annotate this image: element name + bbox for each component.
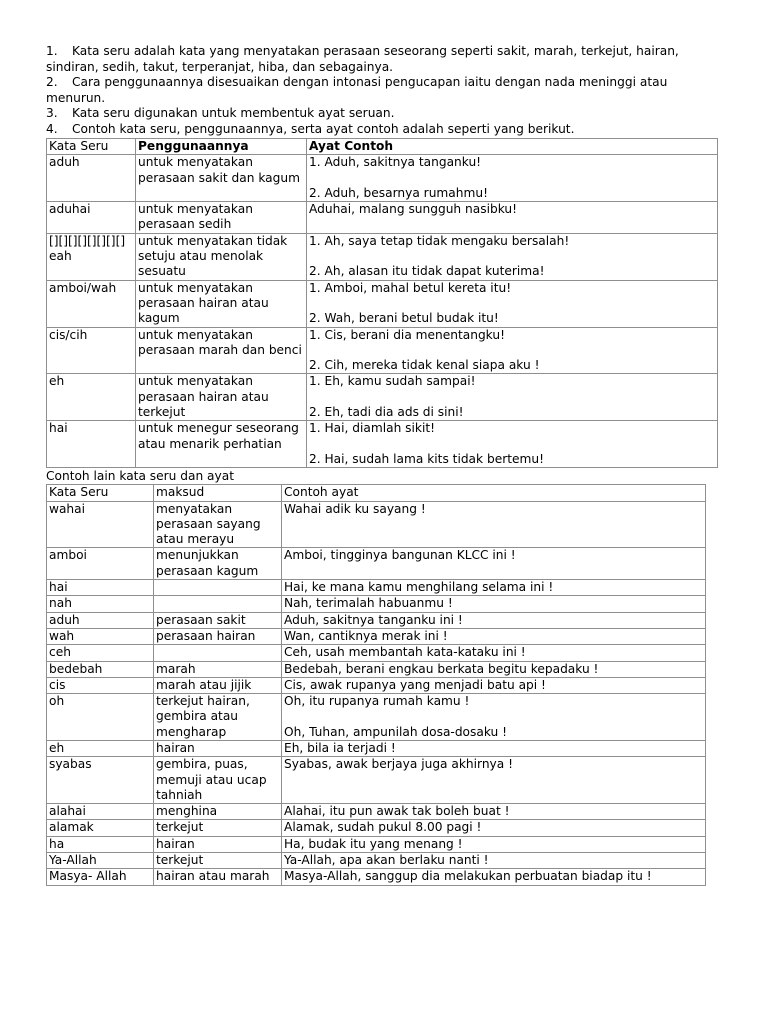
intro-list bbox=[46, 44, 718, 137]
table-row bbox=[47, 740, 706, 756]
example-sentence: Wan, cantiknya merak ini ! bbox=[284, 628, 448, 643]
spacer bbox=[309, 249, 715, 264]
example-sentence: 2. Ah, alasan itu tidak dapat kuterima! bbox=[309, 264, 545, 279]
example-cell bbox=[307, 155, 718, 202]
meaning-cell: hairan bbox=[154, 836, 282, 852]
intro-text: Kata seru adalah kata yang menyatakan perasaan seseorang seperti sakit, marah, terkejut, hairan, sindiran, sedih, takut, terperanjat, hiba, dan sebagainya. bbox=[46, 44, 679, 74]
example-cell bbox=[282, 596, 706, 612]
intro-text: Contoh kata seru, penggunaannya, serta ayat contoh adalah seperti yang berikut. bbox=[72, 121, 575, 136]
intro-number: 1. bbox=[46, 44, 58, 58]
interjection-cell: aduh bbox=[47, 155, 136, 202]
interjection-cell: eh bbox=[47, 740, 154, 756]
more-examples-table bbox=[46, 484, 706, 885]
column-header-contoh-ayat: Contoh ayat bbox=[282, 485, 706, 501]
example-sentence: 2. Hai, sudah lama kits tidak bertemu! bbox=[309, 451, 544, 466]
example-sentence: Bedebah, berani engkau berkata begitu kepadaku ! bbox=[284, 661, 599, 676]
meaning-cell bbox=[154, 645, 282, 661]
interjection-cell: aduhai bbox=[47, 202, 136, 234]
table-row bbox=[47, 155, 718, 202]
usage-cell: untuk menegur seseorang atau menarik perhatian bbox=[136, 421, 307, 468]
spacer bbox=[309, 171, 715, 186]
example-cell bbox=[282, 612, 706, 628]
table-row bbox=[47, 661, 706, 677]
usage-cell: untuk menyatakan perasaan hairan atau kagum bbox=[136, 280, 307, 327]
intro-item bbox=[46, 106, 718, 122]
column-header-penggunaannya: Penggunaannya bbox=[136, 139, 307, 155]
interjection-cell: wah bbox=[47, 628, 154, 644]
example-cell bbox=[307, 280, 718, 327]
intro-text: Cara penggunaannya disesuaikan dengan intonasi pengucapan iaitu dengan nada meninggi atau menurun. bbox=[46, 75, 668, 105]
interjection-cell: alamak bbox=[47, 820, 154, 836]
meaning-cell: marah bbox=[154, 661, 282, 677]
table-header-row bbox=[47, 485, 706, 501]
table-row bbox=[47, 836, 706, 852]
interjection-cell: oh bbox=[47, 694, 154, 741]
example-cell bbox=[307, 374, 718, 421]
interjection-cell: Masya- Allah bbox=[47, 869, 154, 885]
table-row bbox=[47, 694, 706, 741]
example-sentence: Eh, bila ia terjadi ! bbox=[284, 740, 396, 755]
table-row bbox=[47, 596, 706, 612]
column-header-maksud: maksud bbox=[154, 485, 282, 501]
interjection-cell: [][][][][][][][] eah bbox=[47, 233, 136, 280]
table-row bbox=[47, 628, 706, 644]
example-sentence: 2. Cih, mereka tidak kenal siapa aku ! bbox=[309, 358, 540, 373]
interjection-cell: alahai bbox=[47, 804, 154, 820]
example-cell bbox=[282, 740, 706, 756]
example-cell bbox=[282, 694, 706, 741]
column-header-kata-seru: Kata Seru bbox=[47, 485, 154, 501]
interjection-cell: cis bbox=[47, 677, 154, 693]
example-sentence: 2. Aduh, besarnya rumahmu! bbox=[309, 185, 488, 200]
example-sentence: Ha, budak itu yang menang ! bbox=[284, 836, 463, 851]
example-sentence: 1. Ah, saya tetap tidak mengaku bersalah! bbox=[309, 233, 570, 248]
example-cell bbox=[282, 677, 706, 693]
usage-cell: untuk menyatakan perasaan sakit dan kagum bbox=[136, 155, 307, 202]
example-cell bbox=[282, 645, 706, 661]
example-cell bbox=[282, 661, 706, 677]
interjection-cell: ceh bbox=[47, 645, 154, 661]
example-cell bbox=[282, 501, 706, 548]
example-sentence: Alamak, sudah pukul 8.00 pagi ! bbox=[284, 820, 482, 835]
table-row bbox=[47, 820, 706, 836]
interjection-cell: ha bbox=[47, 836, 154, 852]
example-sentence: 2. Wah, berani betul budak itu! bbox=[309, 311, 499, 326]
table-row bbox=[47, 202, 718, 234]
example-sentence: Nah, terimalah habuanmu ! bbox=[284, 596, 453, 611]
spacer bbox=[284, 709, 703, 724]
table-row bbox=[47, 869, 706, 885]
example-sentence: Oh, Tuhan, ampunilah dosa-dosaku ! bbox=[284, 724, 507, 739]
example-cell bbox=[282, 804, 706, 820]
intro-number: 2. bbox=[46, 75, 58, 89]
table-row bbox=[47, 280, 718, 327]
table-row bbox=[47, 804, 706, 820]
table-row bbox=[47, 327, 718, 374]
example-cell bbox=[282, 836, 706, 852]
meaning-cell: menyatakan perasaan sayang atau merayu bbox=[154, 501, 282, 548]
example-sentence: 1. Cis, berani dia menentangku! bbox=[309, 327, 505, 342]
interjection-cell: amboi/wah bbox=[47, 280, 136, 327]
intro-number: 3. bbox=[46, 106, 58, 120]
example-sentence: 1. Hai, diamlah sikit! bbox=[309, 421, 436, 436]
interjection-cell: syabas bbox=[47, 757, 154, 804]
example-sentence: 1. Amboi, mahal betul kereta itu! bbox=[309, 280, 512, 295]
example-cell bbox=[282, 820, 706, 836]
spacer bbox=[309, 390, 715, 405]
example-cell bbox=[307, 202, 718, 234]
meaning-cell: gembira, puas, memuji atau ucap tahniah bbox=[154, 757, 282, 804]
example-sentence: Aduhai, malang sungguh nasibku! bbox=[309, 202, 517, 217]
column-header-kata-seru: Kata Seru bbox=[47, 139, 136, 155]
meaning-cell: hairan bbox=[154, 740, 282, 756]
example-sentence: Alahai, itu pun awak tak boleh buat ! bbox=[284, 804, 510, 819]
table2-caption: Contoh lain kata seru dan ayat bbox=[46, 469, 234, 484]
example-sentence: Ceh, usah membantah kata-kataku ini ! bbox=[284, 645, 526, 660]
example-cell bbox=[282, 853, 706, 869]
table-row bbox=[47, 677, 706, 693]
intro-item bbox=[46, 75, 718, 106]
meaning-cell: menunjukkan perasaan kagum bbox=[154, 548, 282, 580]
intro-number: 4. bbox=[46, 121, 58, 136]
interjection-cell: nah bbox=[47, 596, 154, 612]
table-row bbox=[47, 233, 718, 280]
example-cell bbox=[282, 548, 706, 580]
meaning-cell: terkejut bbox=[154, 820, 282, 836]
meaning-cell: terkejut hairan, gembira atau mengharap bbox=[154, 694, 282, 741]
table-row bbox=[47, 580, 706, 596]
interjection-cell: amboi bbox=[47, 548, 154, 580]
intro-text: Kata seru digunakan untuk membentuk ayat seruan. bbox=[72, 106, 395, 120]
example-cell bbox=[307, 233, 718, 280]
interjection-cell: wahai bbox=[47, 501, 154, 548]
table-row bbox=[47, 612, 706, 628]
table-row bbox=[47, 548, 706, 580]
table-row bbox=[47, 421, 718, 468]
spacer bbox=[309, 343, 715, 358]
example-cell bbox=[307, 421, 718, 468]
example-sentence: 1. Aduh, sakitnya tanganku! bbox=[309, 155, 482, 170]
example-sentence: Syabas, awak berjaya juga akhirnya ! bbox=[284, 757, 513, 772]
table-row bbox=[47, 757, 706, 804]
meaning-cell: terkejut bbox=[154, 853, 282, 869]
example-sentence: Amboi, tingginya bangunan KLCC ini ! bbox=[284, 548, 516, 563]
example-cell bbox=[307, 327, 718, 374]
example-sentence: 1. Eh, kamu sudah sampai! bbox=[309, 374, 476, 389]
example-cell bbox=[282, 580, 706, 596]
interjection-cell: cis/cih bbox=[47, 327, 136, 374]
spacer bbox=[309, 437, 715, 452]
document-page bbox=[46, 44, 718, 886]
interjection-cell: eh bbox=[47, 374, 136, 421]
example-cell bbox=[282, 628, 706, 644]
example-sentence: Hai, ke mana kamu menghilang selama ini ! bbox=[284, 580, 554, 595]
example-sentence: Wahai adik ku sayang ! bbox=[284, 501, 426, 516]
meaning-cell bbox=[154, 596, 282, 612]
usage-cell: untuk menyatakan tidak setuju atau menolak sesuatu bbox=[136, 233, 307, 280]
example-sentence: Ya-Allah, apa akan berlaku nanti ! bbox=[284, 853, 489, 868]
meaning-cell: hairan atau marah bbox=[154, 869, 282, 885]
interjection-cell: bedebah bbox=[47, 661, 154, 677]
example-sentence: Aduh, sakitnya tanganku ini ! bbox=[284, 612, 463, 627]
column-header-ayat-contoh: Ayat Contoh bbox=[307, 139, 718, 155]
table-header-row bbox=[47, 139, 718, 155]
usage-cell: untuk menyatakan perasaan sedih bbox=[136, 202, 307, 234]
example-sentence: Masya-Allah, sanggup dia melakukan perbuatan biadap itu ! bbox=[284, 869, 652, 884]
interjection-cell: aduh bbox=[47, 612, 154, 628]
intro-item bbox=[46, 44, 718, 75]
interjection-cell: Ya-Allah bbox=[47, 853, 154, 869]
usage-cell: untuk menyatakan perasaan hairan atau terkejut bbox=[136, 374, 307, 421]
example-sentence: Cis, awak rupanya yang menjadi batu api ! bbox=[284, 677, 546, 692]
meaning-cell: perasaan hairan bbox=[154, 628, 282, 644]
meaning-cell: menghina bbox=[154, 804, 282, 820]
spacer bbox=[309, 296, 715, 311]
table-row bbox=[47, 374, 718, 421]
example-cell bbox=[282, 757, 706, 804]
interjection-cell: hai bbox=[47, 421, 136, 468]
meaning-cell: perasaan sakit bbox=[154, 612, 282, 628]
table-row bbox=[47, 645, 706, 661]
example-cell bbox=[282, 869, 706, 885]
intro-item bbox=[46, 122, 718, 138]
table-row bbox=[47, 501, 706, 548]
meaning-cell: marah atau jijik bbox=[154, 677, 282, 693]
table-row bbox=[47, 853, 706, 869]
interjection-usage-table bbox=[46, 138, 718, 468]
usage-cell: untuk menyatakan perasaan marah dan benci bbox=[136, 327, 307, 374]
interjection-cell: hai bbox=[47, 580, 154, 596]
example-sentence: Oh, itu rupanya rumah kamu ! bbox=[284, 694, 470, 709]
meaning-cell bbox=[154, 580, 282, 596]
example-sentence: 2. Eh, tadi dia ads di sini! bbox=[309, 405, 464, 420]
